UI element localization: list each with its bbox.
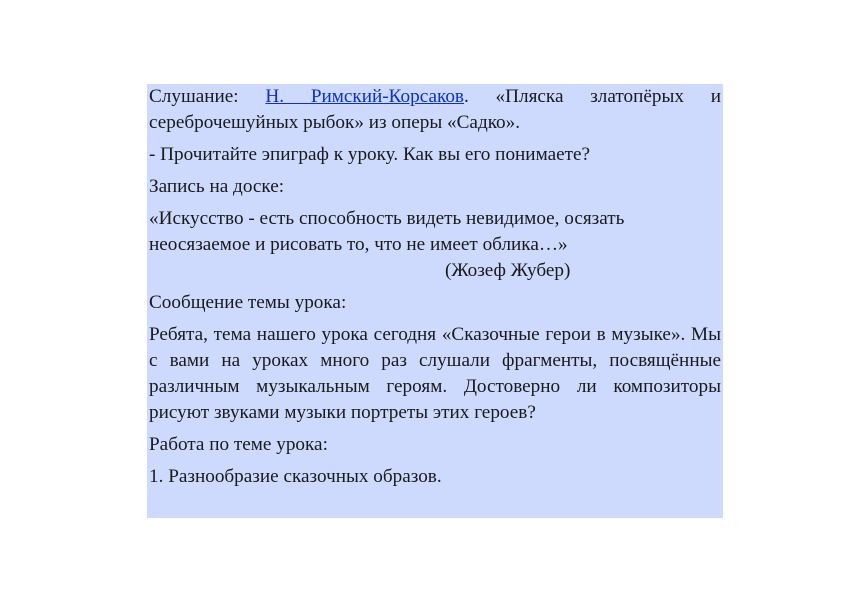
listening-label: Слушание:	[149, 86, 239, 107]
lesson-text-block	[147, 84, 723, 518]
board-label: Запись на доске:	[149, 176, 285, 197]
item-1: 1. Разнообразие сказочных образов.	[149, 466, 442, 487]
work-label: Работа по теме урока:	[149, 434, 328, 455]
epigraph-quote-line2: неосязаемое и рисовать то, что не имеет облика…»	[149, 234, 568, 255]
listening-rest: . «Пляска златопёрых и сереброчешуйных рыбок» из оперы «Садко».	[149, 86, 722, 133]
epigraph-author: (Жозеф Жубер)	[445, 260, 571, 281]
epigraph-quote	[149, 206, 721, 284]
topic-label: Сообщение темы урока:	[149, 292, 347, 313]
composer-link[interactable]: Н. Римский-Корсаков	[265, 86, 464, 107]
listening-paragraph	[149, 84, 721, 136]
topic-text: Ребята, тема нашего урока сегодня «Сказочные герои в музыке». Мы с вами на уроках много раз слушали фрагменты, посвящённые различным музыкальным героям. Достоверно ли композиторы рисуют звуками музыки портреты этих героев?	[149, 324, 721, 423]
epigraph-quote-line1: «Искусство - есть способность видеть невидимое, осязать	[149, 208, 625, 229]
epigraph-question: - Прочитайте эпиграф к уроку. Как вы его понимаете?	[149, 144, 591, 165]
